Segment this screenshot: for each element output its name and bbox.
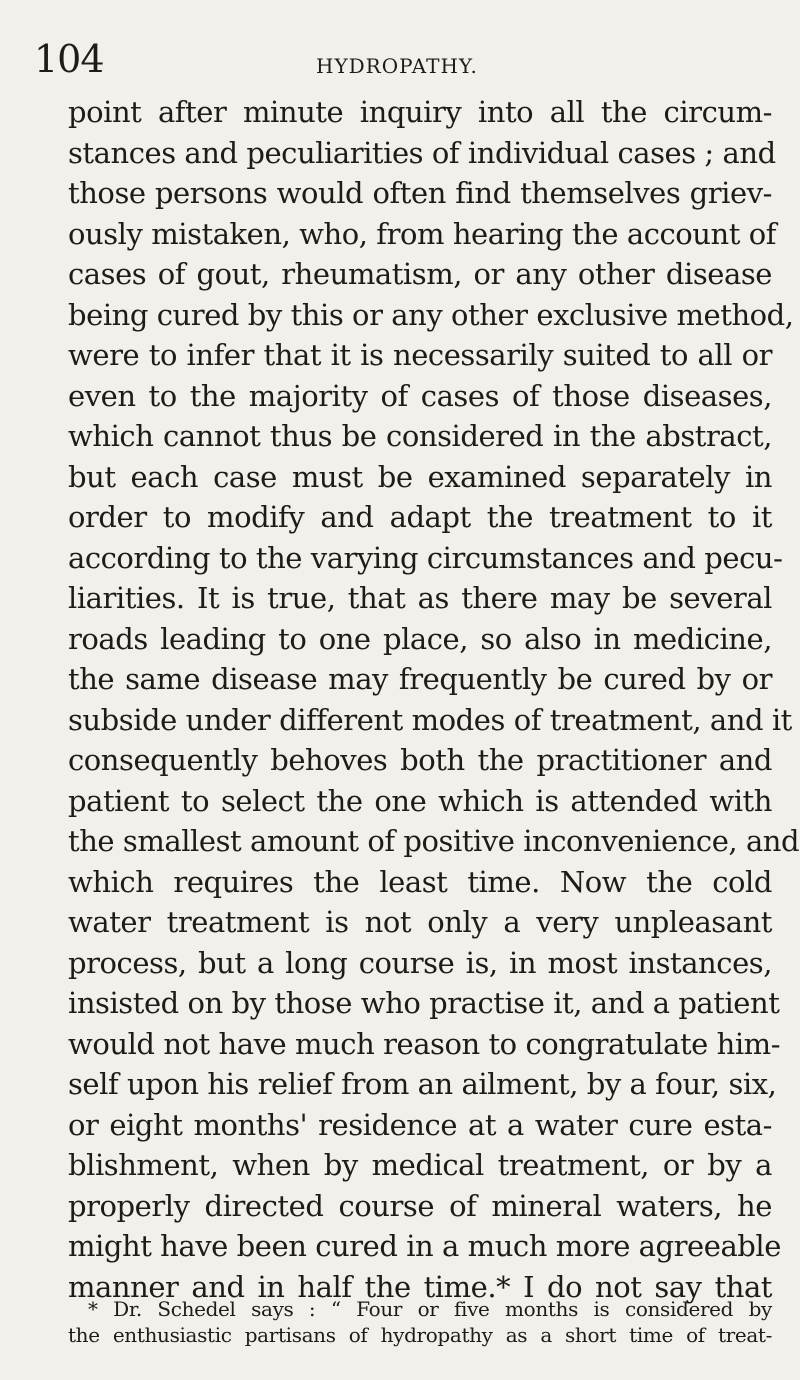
footnote-line: * Dr. Schedel says : “ Four or five months is considered by [88, 1297, 772, 1321]
text-line: point after minute inquiry into all the circum- [68, 95, 772, 129]
text-line: the smallest amount of positive inconvenience, and [68, 824, 800, 858]
footnote-line: the enthusiastic partisans of hydropathy as a short time of treat- [68, 1323, 772, 1347]
text-line: blishment, when by medical treatment, or by a [68, 1148, 772, 1182]
text-line: the same disease may frequently be cured by or [68, 662, 772, 696]
running-title: HYDROPATHY. [316, 54, 478, 78]
text-line: consequently behoves both the practitioner and [68, 743, 772, 777]
text-line: properly directed course of mineral waters, he [68, 1188, 772, 1223]
text-line: even to the majority of cases of those diseases, [68, 378, 772, 413]
text-line: order to modify and adapt the treatment to it [68, 500, 772, 534]
text-line: stances and peculiarities of individual cases ; and [68, 135, 776, 170]
text-line: subside under different modes of treatment, and it [68, 702, 792, 737]
text-line: cases of gout, rheumatism, or any other disease [68, 257, 772, 291]
text-line: which requires the least time. Now the cold [68, 864, 772, 899]
body-text [68, 92, 800, 1307]
text-line: might have been cured in a much more agreeable [68, 1229, 781, 1263]
text-line: water treatment is not only a very unpleasant [68, 905, 772, 939]
text-line: would not have much reason to congratulate him- [68, 1026, 781, 1061]
text-line: which cannot thus be considered in the abstract, [68, 419, 772, 453]
text-line: but each case must be examined separately in [68, 459, 772, 494]
text-line: patient to select the one which is attended with [68, 783, 772, 818]
text-line: liarities. It is true, that as there may be several [68, 581, 772, 615]
text-line: self upon his relief from an ailment, by a four, six, [68, 1067, 777, 1101]
text-line: roads leading to one place, so also in medicine, [68, 621, 772, 656]
text-line: according to the varying circumstances and pecu- [68, 540, 783, 575]
text-line: manner and in half the time.* I do not say that [68, 1269, 772, 1304]
footnote [68, 1296, 772, 1348]
text-line: process, but a long course is, in most instances, [68, 945, 772, 980]
page-number: 104 [34, 37, 104, 81]
text-line: those persons would often find themselves griev- [68, 176, 772, 210]
text-line: insisted on by those who practise it, and a patient [68, 986, 780, 1020]
text-line: were to infer that it is necessarily suited to all or [68, 338, 772, 372]
text-line: or eight months' residence at a water cure esta- [68, 1107, 772, 1142]
text-line: being cured by this or any other exclusive method, [68, 297, 794, 332]
text-line: ously mistaken, who, from hearing the account of [68, 216, 777, 251]
